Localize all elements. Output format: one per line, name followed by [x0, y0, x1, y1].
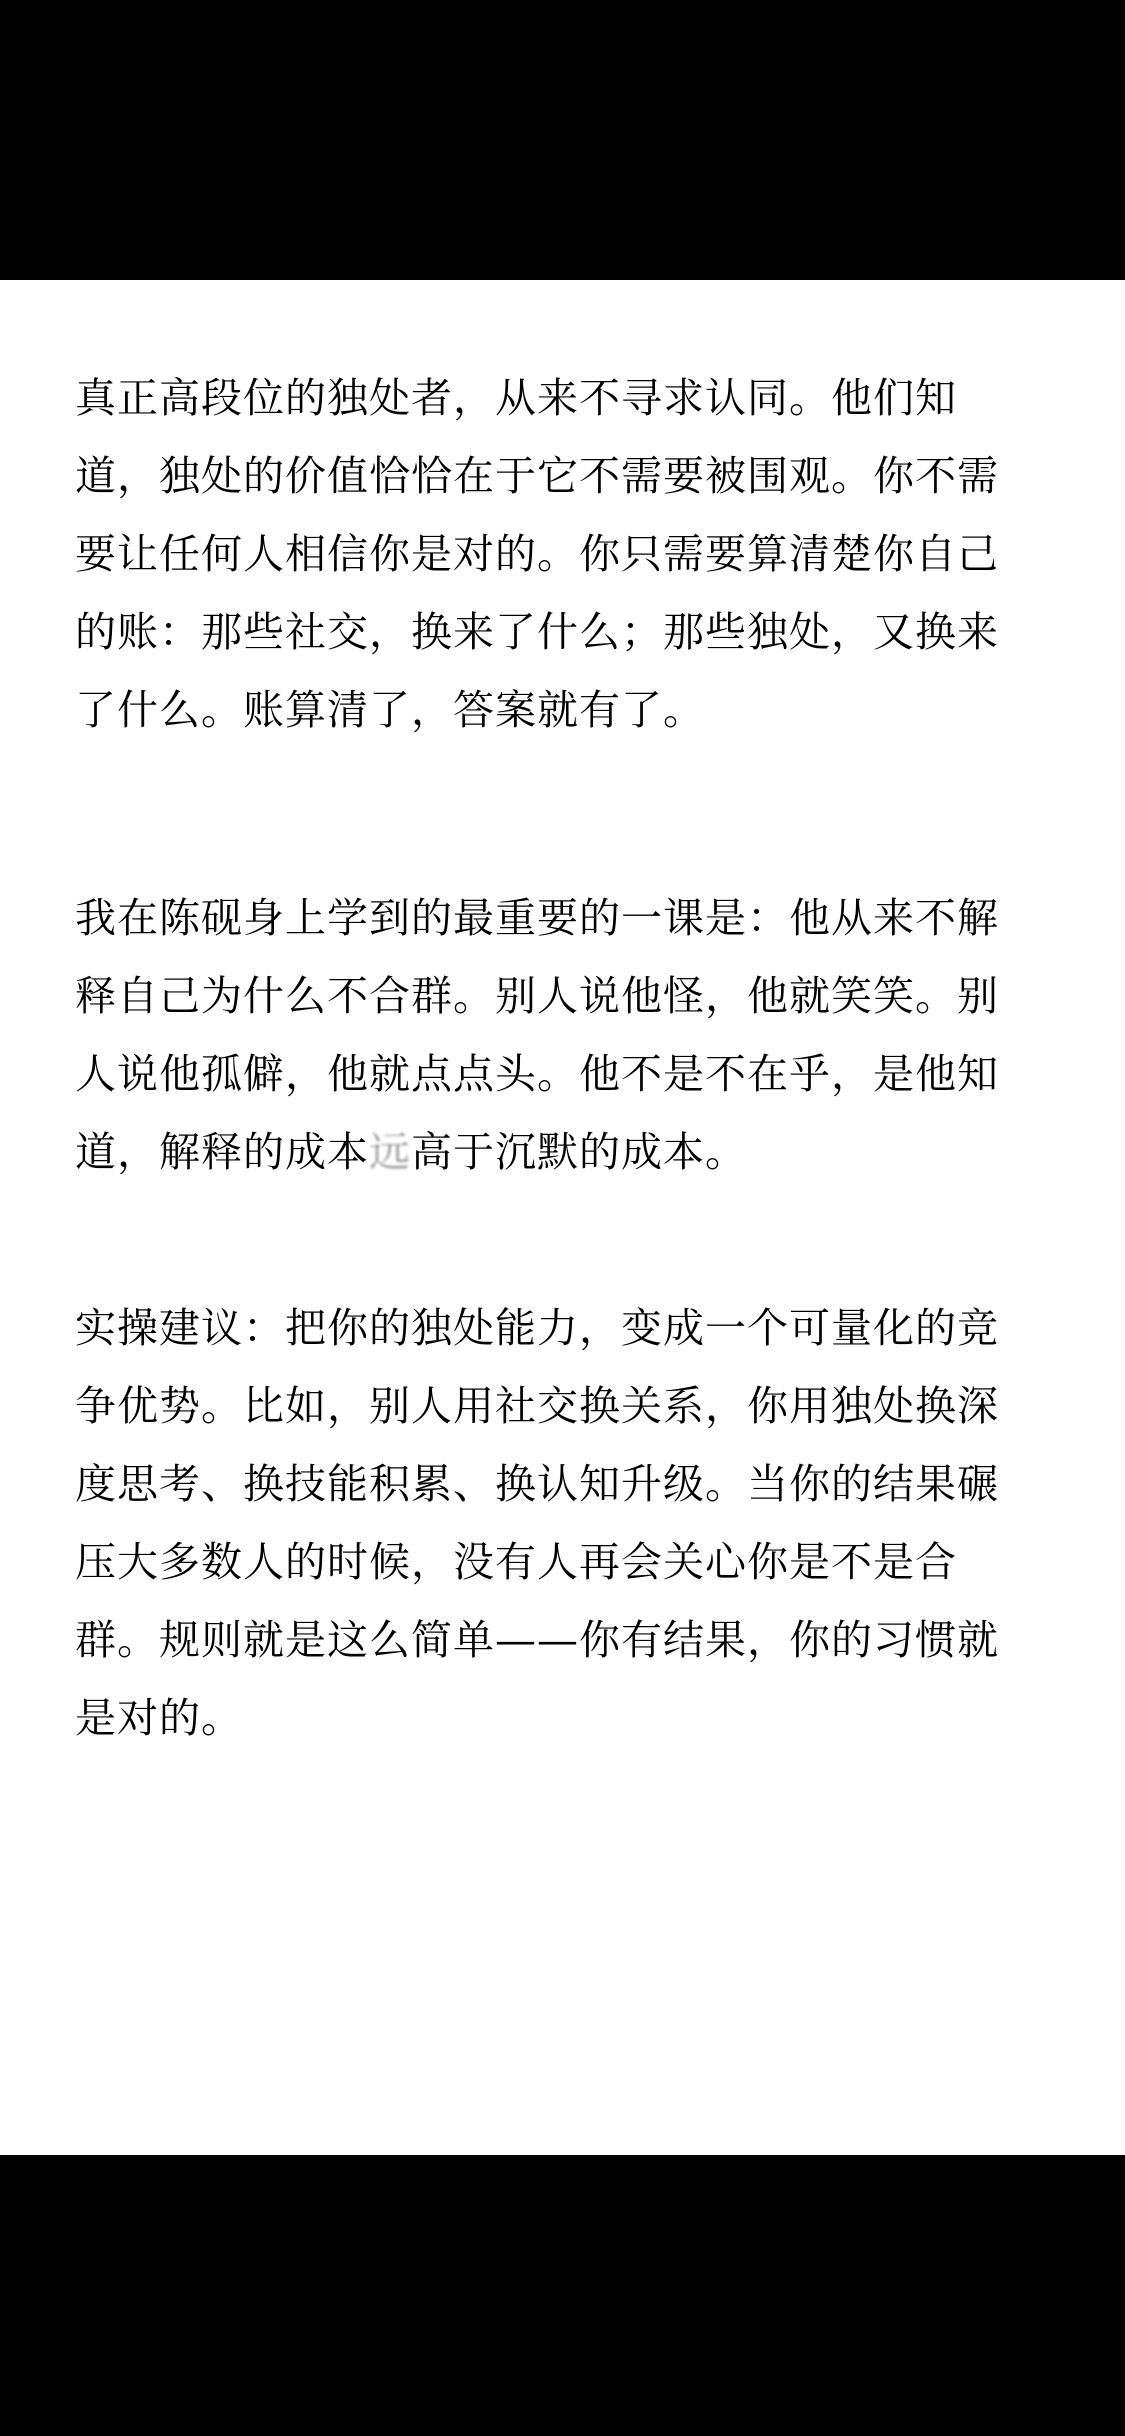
paragraph-2-line-3: 人说他孤僻，他就点点头。他不是不在乎，是他知	[75, 1050, 999, 1098]
paragraph-1-line-1: 真正高段位的独处者，从来不寻求认同。他们知	[75, 374, 957, 422]
paragraph-1-line-4: 的账：那些社交，换来了什么；那些独处，又换来	[75, 608, 999, 656]
article-body[interactable]	[0, 280, 1125, 2155]
paragraph-2-line-4-start: 道，解释的成本	[75, 1128, 369, 1176]
paragraph-1-line-5: 了什么。账算清了，答案就有了。	[75, 686, 705, 734]
paragraph-2-line-1: 我在陈砚身上学到的最重要的一课是：他从来不解	[75, 894, 999, 942]
paragraph-2-line-4-end: 高于沉默的成本。	[411, 1128, 747, 1176]
paragraph-3-line-6: 是对的。	[75, 1694, 243, 1742]
paragraph-3-line-2: 争优势。比如，别人用社交换关系，你用独处换深	[75, 1382, 999, 1430]
paragraph-1-line-3: 要让任何人相信你是对的。你只需要算清楚你自己	[75, 530, 999, 578]
paragraph-1	[75, 359, 999, 749]
bottom-letterbox	[0, 2155, 1125, 2436]
paragraph-3-line-3: 度思考、换技能积累、换认知升级。当你的结果碾	[75, 1460, 999, 1508]
paragraph-2	[75, 879, 999, 1191]
top-letterbox	[0, 0, 1125, 280]
paragraph-3-line-4: 压大多数人的时候，没有人再会关心你是不是合	[75, 1538, 957, 1586]
paragraph-3-line-1: 实操建议：把你的独处能力，变成一个可量化的竞	[75, 1304, 999, 1352]
paragraph-3-line-5: 群。规则就是这么简单——你有结果，你的习惯就	[75, 1616, 999, 1664]
paragraph-3	[75, 1289, 999, 1757]
obscured-character: 远	[369, 1128, 411, 1176]
paragraph-1-line-2: 道，独处的价值恰恰在于它不需要被围观。你不需	[75, 452, 999, 500]
paragraph-2-line-2: 释自己为什么不合群。别人说他怪，他就笑笑。别	[75, 972, 999, 1020]
paragraph-2-line-4	[75, 1113, 999, 1191]
